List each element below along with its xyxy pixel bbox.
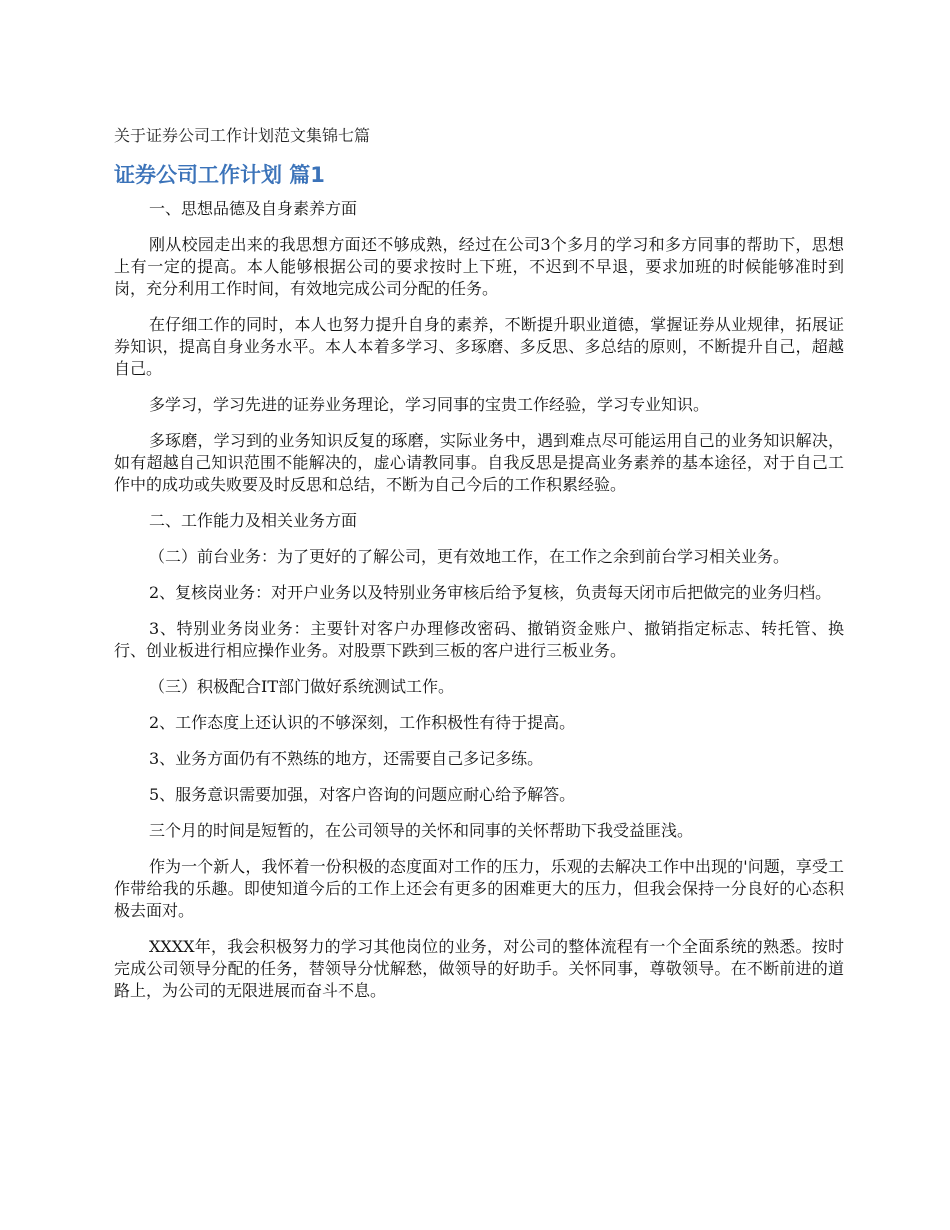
paragraph: 三个月的时间是短暂的，在公司领导的关怀和同事的关怀帮助下我受益匪浅。 bbox=[149, 821, 694, 840]
paragraph: 多学习，学习先进的证券业务理论，学习同事的宝贵工作经验，学习专业知识。 bbox=[149, 395, 710, 414]
paragraph: 5、服务意识需要加强，对客户咨询的问题应耐心给予解答。 bbox=[149, 785, 576, 804]
paragraph: （三）积极配合IT部门做好系统测试工作。 bbox=[149, 677, 454, 696]
document-title: 关于证券公司工作计划范文集锦七篇 bbox=[114, 126, 371, 145]
paragraph: XXXX年，我会积极努力的学习其他岗位的业务，对公司的整体流程有一个全面系统的熟悉。按时完成公司领导分配的任务，替领导分忧解愁，做领导的好助手。关怀同事，尊敬领导。在不断前进的道路上，为公司的无限进展而奋斗不息。 bbox=[114, 937, 844, 1000]
paragraph: 2、复核岗业务：对开户业务以及特别业务审核后给予复核，负责每天闭市后把做完的业务归档。 bbox=[149, 583, 832, 602]
paragraph: （二）前台业务：为了更好的了解公司，更有效地工作，在工作之余到前台学习相关业务。 bbox=[149, 547, 790, 566]
paragraph: 刚从校园走出来的我思想方面还不够成熟，经过在公司3个多月的学习和多方同事的帮助下，思想上有一定的提高。本人能够根据公司的要求按时上下班，不迟到不早退，要求加班的时候能够准时到岗，充分利用工作时间，有效地完成公司分配的任务。 bbox=[114, 235, 844, 298]
paragraph: 3、特别业务岗业务：主要针对客户办理修改密码、撤销资金账户、撤销指定标志、转托管、换行、创业板进行相应操作业务。对股票下跌到三板的客户进行三板业务。 bbox=[114, 619, 844, 660]
paragraph: 一、思想品德及自身素养方面 bbox=[149, 199, 358, 218]
paragraph: 在仔细工作的同时，本人也努力提升自身的素养，不断提升职业道德，掌握证券从业规律，拓展证券知识，提高自身业务水平。本人本着多学习、多琢磨、多反思、多总结的原则，不断提升自己，超越自己。 bbox=[114, 315, 844, 378]
paragraph: 3、业务方面仍有不熟练的地方，还需要自己多记多练。 bbox=[149, 749, 544, 768]
paragraph: 二、工作能力及相关业务方面 bbox=[149, 511, 358, 530]
section-heading: 证券公司工作计划 篇1 bbox=[114, 163, 325, 187]
paragraph: 作为一个新人，我怀着一份积极的态度面对工作的压力，乐观的去解决工作中出现的'问题，享受工作带给我的乐趣。即使知道今后的工作上还会有更多的困难更大的压力，但我会保持一分良好的心态积极去面对。 bbox=[114, 857, 844, 920]
document-content bbox=[114, 124, 844, 1016]
paragraph: 2、工作态度上还认识的不够深刻，工作积极性有待于提高。 bbox=[149, 713, 576, 732]
paragraph: 多琢磨，学习到的业务知识反复的琢磨，实际业务中，遇到难点尽可能运用自己的业务知识解决，如有超越自己知识范围不能解决的，虚心请教同事。自我反思是提高业务素养的基本途径，对于自己工作中的成功或失败要及时反思和总结，不断为自己今后的工作积累经验。 bbox=[114, 431, 844, 494]
